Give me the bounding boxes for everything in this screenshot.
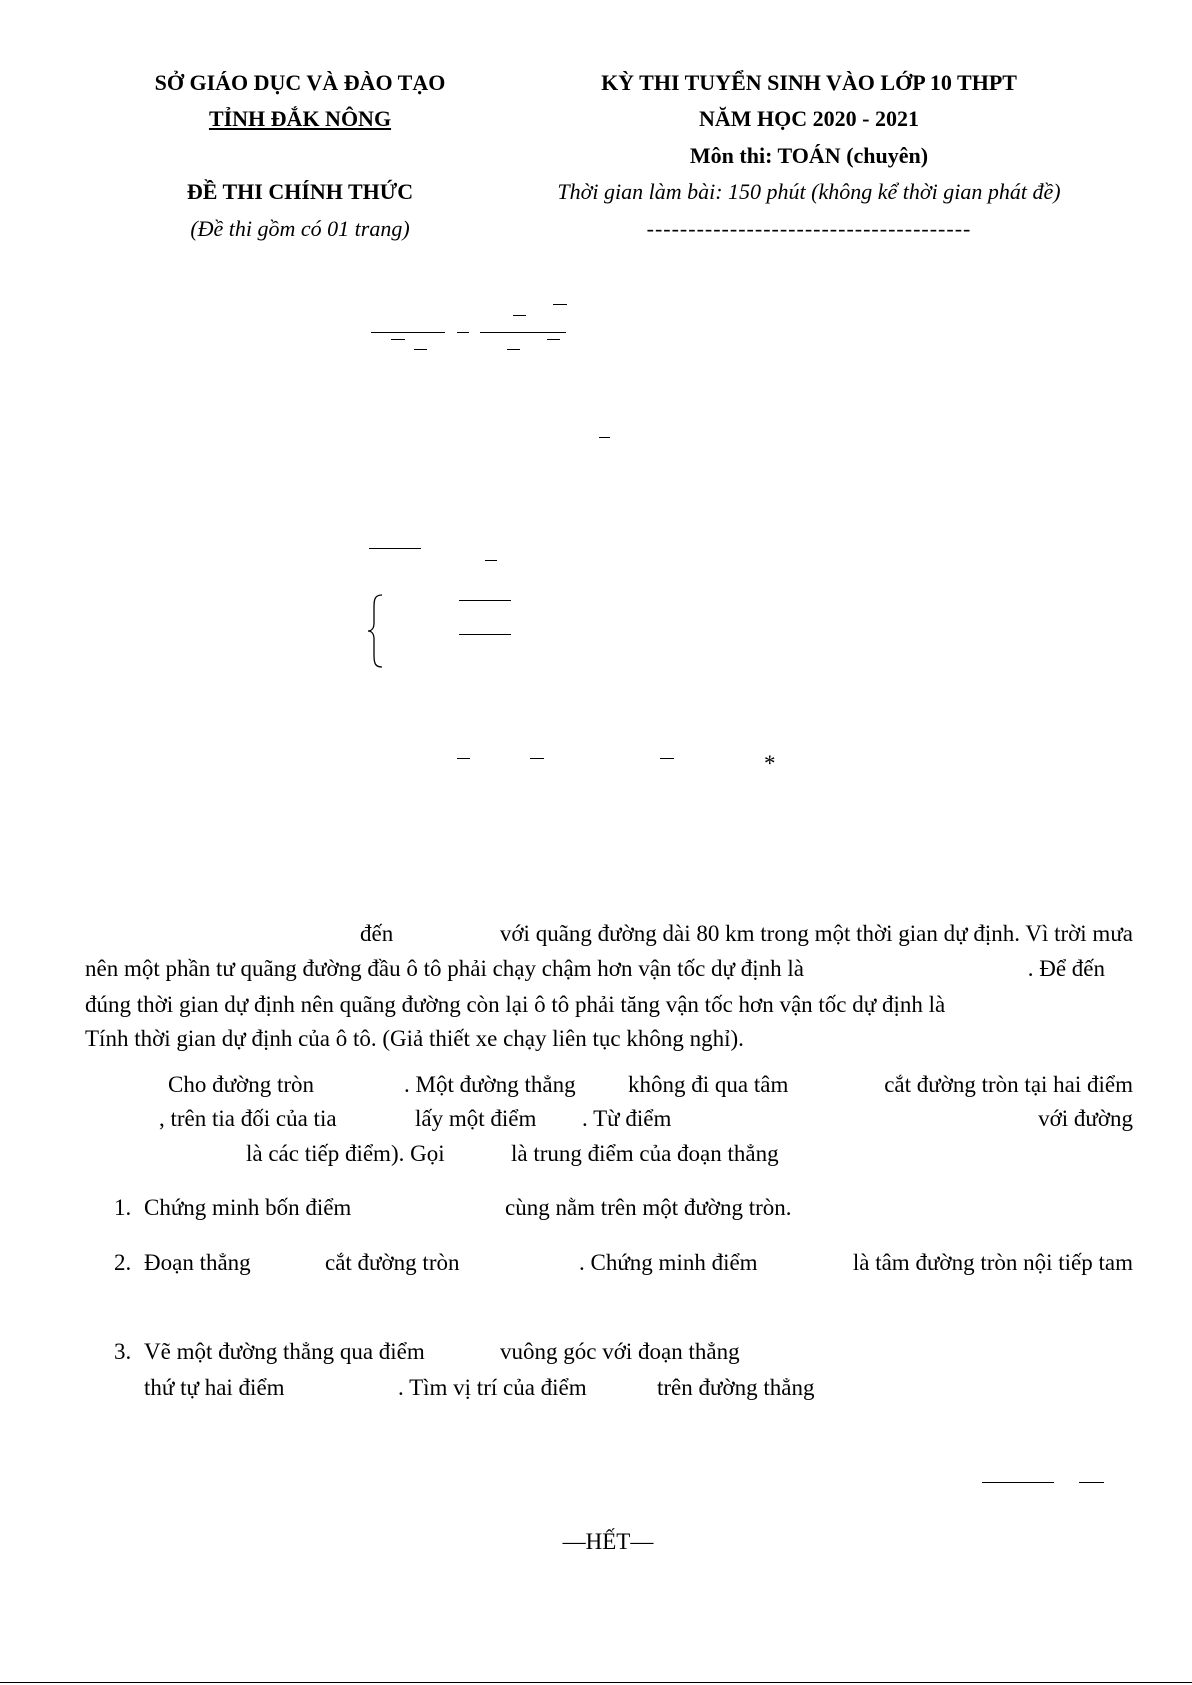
minus-sign <box>457 332 469 333</box>
problem-text-fragment: đến <box>360 921 394 946</box>
minus-sign <box>414 349 427 350</box>
header-separator: --------------------------------------- <box>646 216 972 241</box>
minus-sign <box>507 349 520 350</box>
problem-text-fragment: cắt đường tròn <box>325 1250 460 1275</box>
problem-text-fragment: với quãng đường dài 80 km trong một thời gian dự định. Vì trời mưa <box>499 921 1133 946</box>
item-number: 3. <box>114 1339 132 1364</box>
problem-text-fragment: , trên tia đối của tia <box>159 1106 337 1131</box>
problem-text-fragment: Đoạn thẳng <box>144 1250 251 1275</box>
minus-sign <box>513 315 526 316</box>
problem-text-fragment: đúng thời gian dự định nên quãng đường còn lại ô tô phải tăng vận tốc hơn vận tốc dự định là <box>85 992 946 1017</box>
exam-title: KỲ THI TUYỂN SINH VÀO LỚP 10 THPT <box>601 70 1017 95</box>
item-number: 2. <box>114 1250 132 1275</box>
header-province <box>100 101 500 137</box>
fraction-bar <box>1079 1482 1104 1483</box>
problem-text-fragment: Tính thời gian dự định của ô tô. (Giả thiết xe chạy liên tục không nghỉ). <box>85 1026 744 1051</box>
problem-text-fragment: với đường <box>1038 1106 1133 1131</box>
header-province-text: TỈNH ĐẮK NÔNG <box>208 106 392 131</box>
problem-text-fragment: . Từ điểm <box>582 1106 672 1131</box>
fraction-bar <box>369 548 421 549</box>
problem-text-fragment: lấy một điểm <box>415 1106 537 1131</box>
item-number: 1. <box>114 1195 132 1220</box>
problem-text-fragment: cắt đường tròn tại hai điểm <box>884 1072 1133 1097</box>
exam-subject: Môn thi: TOÁN (chuyên) <box>689 143 929 168</box>
end-mark: —HẾT— <box>562 1529 654 1554</box>
problem-text-fragment: . Để đến <box>1027 956 1105 981</box>
problem-text-fragment: . Tìm vị trí của điểm <box>398 1375 587 1400</box>
problem-text-fragment: nên một phần tư quãng đường đầu ô tô phải chạy chậm hơn vận tốc dự định là <box>85 956 804 981</box>
minus-sign <box>599 437 610 438</box>
minus-sign <box>391 339 405 340</box>
problem-text-fragment: Cho đường tròn <box>168 1072 315 1097</box>
minus-sign <box>530 758 544 759</box>
problem-text-fragment: Chứng minh bốn điểm <box>144 1195 352 1220</box>
fraction-bar <box>459 634 511 635</box>
problem-text-fragment: là trung điểm của đoạn thẳng <box>511 1141 779 1166</box>
fraction-bar <box>459 600 511 601</box>
problem-text-fragment: thứ tự hai điểm <box>144 1375 285 1400</box>
problem-text-fragment: là các tiếp điểm). Gọi <box>246 1141 445 1166</box>
fraction-bar <box>480 332 566 333</box>
left-brace <box>366 593 386 669</box>
minus-sign <box>660 758 674 759</box>
minus-sign <box>457 758 470 759</box>
minus-sign <box>485 560 497 561</box>
problem-text-fragment: cùng nằm trên một đường tròn. <box>505 1195 792 1220</box>
page-bottom-rule <box>0 1682 1192 1683</box>
minus-sign <box>553 304 567 305</box>
asterisk-symbol: * <box>764 751 776 776</box>
header-department: SỞ GIÁO DỤC VÀ ĐÀO TẠO <box>154 70 446 95</box>
minus-sign <box>547 339 560 340</box>
exam-duration: Thời gian làm bài: 150 phút (không kể thời gian phát đề) <box>557 179 1061 204</box>
problem-text-fragment: là tâm đường tròn nội tiếp tam <box>852 1250 1133 1275</box>
problem-text-fragment: Vẽ một đường thẳng qua điểm <box>144 1339 425 1364</box>
problem-text-fragment: không đi qua tâm <box>628 1072 789 1097</box>
school-year: NĂM HỌC 2020 - 2021 <box>699 106 919 131</box>
problem-text-fragment: trên đường thẳng <box>657 1375 815 1400</box>
problem-text-fragment: . Một đường thẳng <box>404 1072 576 1097</box>
page-count-note: (Đề thi gồm có 01 trang) <box>190 216 410 241</box>
problem-text-fragment: vuông góc với đoạn thẳng <box>500 1339 740 1364</box>
fraction-bar <box>982 1482 1054 1483</box>
problem-text-fragment: . Chứng minh điểm <box>579 1250 758 1275</box>
official-exam-label: ĐỀ THI CHÍNH THỨC <box>186 179 414 204</box>
fraction-bar <box>371 332 445 333</box>
